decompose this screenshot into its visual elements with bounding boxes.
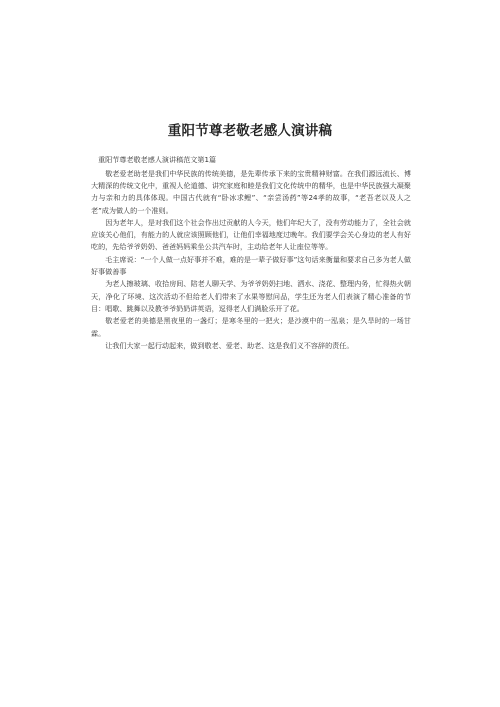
page-title: 重阳节尊老敬老感人演讲稿	[167, 123, 333, 139]
paragraph: 因为老年人，是对我们这个社会作出过贡献的人今天，他们年纪大了，没有劳动能力了，全社会就应该关心他们，有能力的人就应该照顾他们，让他们幸福地度过晚年。我们要学会关心身边的老人有好吃的，先给爷爷奶奶、爸爸妈妈乘坐公共汽车时，主动给老年人让座位等等。	[91, 217, 411, 252]
paragraph: 敬老爱老助老是我们中华民族的传统美德，是先辈传承下来的宝贵精神财富。在我们源远流长、博大精深的传统文化中，重视人伦道德、讲究家庭和睦是我们文化传统中的精华，也是中华民族强大凝聚力与亲和力的具体体现。中国古代就有“卧冰求鲤”、“亲尝汤药”等24孝的故事，“老吾老以及人之老”成为做人的一个准则。	[91, 168, 411, 215]
paragraph: 为老人擦玻璃、收拾房间、陪老人聊天学、为爷爷奶奶扫地、洒水、浇花、整理内务，忙得热火朝天，净化了环境、这次活动不但给老人们带来了水果等慰问品，学生还为老人们表演了精心准备的节目：唱歌、跳舞以及教爷爷奶奶讲英语，逗得老人们满脸乐开了花。	[91, 279, 411, 313]
paragraph: 敬老爱老的美德是黑夜里的一盏灯；是寒冬里的一把火；是沙漠中的一泓泉；是久旱时的一场甘霖。	[91, 316, 411, 338]
paragraph: 毛主席说：“一个人做一点好事并不难，难的是一辈子做好事”这句话来衡量和要求自己多为老人做好事做善事	[91, 254, 411, 277]
section-heading: 重阳节尊老敬老感人演讲稿范文第1篇	[98, 155, 217, 164]
document-body	[91, 154, 411, 352]
paragraph: 让我们大家一起行动起来，做到敬老、爱老、助老、这是我们义不容辞的责任。	[105, 340, 354, 350]
